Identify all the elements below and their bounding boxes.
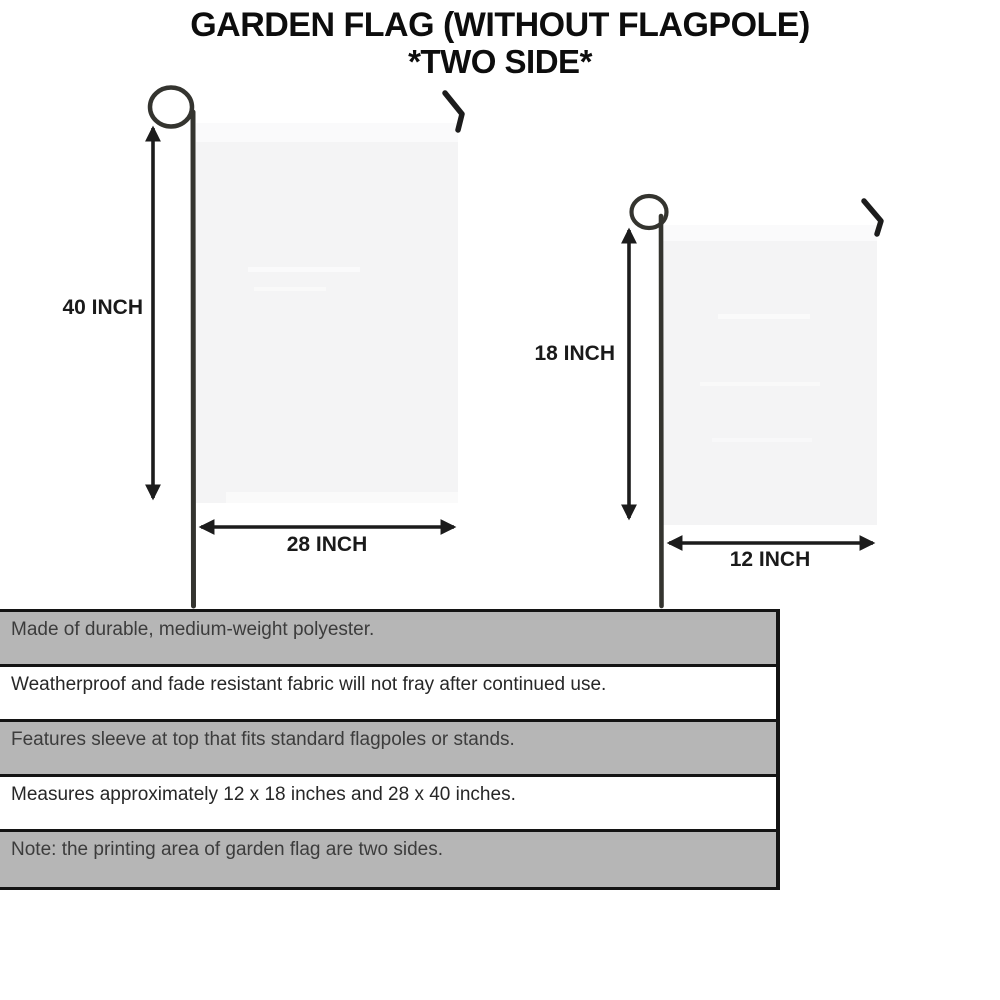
- large-width-label: 28 INCH: [286, 533, 368, 556]
- page-title-line2: *TWO SIDE*: [408, 43, 592, 80]
- feature-row: [0, 777, 776, 832]
- feature-row-text: Note: the printing area of garden flag are two sides.: [11, 839, 443, 860]
- large-flagpole: [150, 88, 194, 607]
- feature-table: [0, 609, 780, 890]
- small-flagpole: [632, 196, 667, 606]
- feature-row: [0, 612, 776, 667]
- feature-row: [0, 667, 776, 722]
- large-height-label: 40 INCH: [62, 296, 143, 319]
- small-flag-canvas: [663, 225, 877, 525]
- small-height-label: 18 INCH: [534, 342, 615, 365]
- small-width-label: 12 INCH: [729, 548, 811, 571]
- small-flag-assembly: [629, 196, 881, 606]
- page-title-line1: GARDEN FLAG (WITHOUT FLAGPOLE): [190, 6, 810, 44]
- feature-row: [0, 832, 776, 887]
- feature-row-text: Weatherproof and fade resistant fabric will not fray after continued use.: [11, 674, 607, 695]
- feature-row: [0, 722, 776, 777]
- feature-row-text: Measures approximately 12 x 18 inches and 28 x 40 inches.: [11, 784, 516, 805]
- feature-row-text: Features sleeve at top that fits standard flagpoles or stands.: [11, 729, 515, 750]
- large-flag-canvas: [196, 123, 458, 503]
- large-flag-assembly: [150, 88, 462, 607]
- feature-row-text: Made of durable, medium-weight polyester.: [11, 619, 375, 640]
